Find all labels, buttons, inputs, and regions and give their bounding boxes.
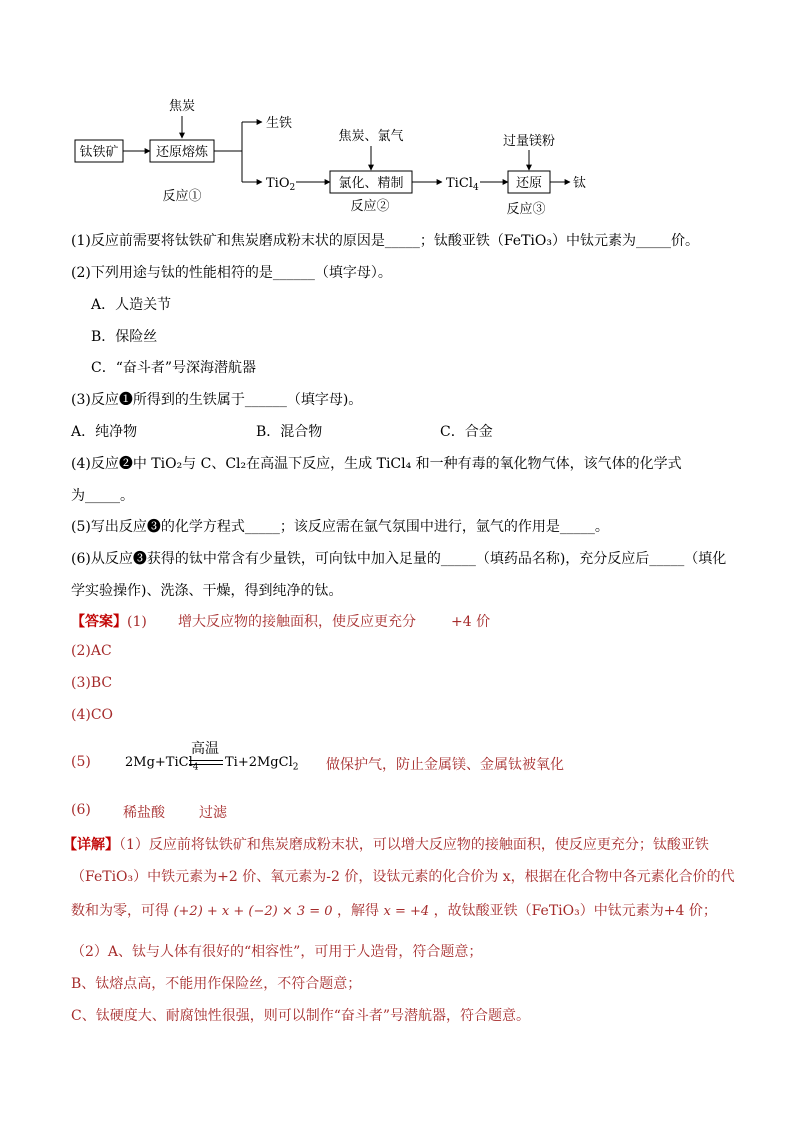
ticl4-label: TiCl$_4$	[446, 176, 479, 193]
question-6-line1: (6)从反应❸获得的钛中常含有少量铁，可向钛中加入足量的_____（填药品名称)，充分反应后_____（填化	[71, 551, 727, 567]
question-1: (1)反应前需要将钛铁矿和焦炭磨成粉末状的原因是_____；钛酸亚铁（FeTiO₃）中钛元素为_____价。	[71, 233, 699, 249]
question-2-option-b: B．保险丝	[91, 329, 158, 345]
explanation-line-1: 【详解】（1）反应前将钛铁矿和焦炭磨成粉末状，可以增大反应物的接触面积，使反应更充分；钛酸亚铁	[63, 837, 709, 853]
question-2-option-a: A．人造关节	[91, 297, 172, 313]
answer-3: (3)BC	[71, 675, 113, 691]
question-3: (3)反应❶所得到的生铁属于______（填字母)。	[71, 392, 363, 408]
answer-1-text: 增大反应物的接触面积，使反应更充分	[178, 614, 416, 630]
titanium-label: 钛	[573, 176, 587, 191]
coke-label: 焦炭	[168, 99, 196, 114]
reduce-label: 还原	[515, 176, 543, 191]
ore-label: 钛铁矿	[79, 145, 119, 160]
valence-solution: x = +4	[383, 904, 430, 919]
chlorinate-label: 氯化、精制	[338, 176, 404, 191]
explanation-2-line-1: （2）A、钛与人体有很好的“相容性”，可用于人造骨，符合题意；	[71, 944, 483, 960]
answer-row-1	[71, 611, 147, 631]
answer-2: (2)AC	[71, 643, 112, 659]
explanation-line-3: 数和为零，可得 (+2) + x + (−2) × 3 = 0 ，解得 x = +4 ，故钛酸亚铁（FeTiO₃）中钛元素为+4 价；	[71, 903, 717, 919]
question-3-option-a: A．纯净物	[71, 424, 138, 440]
excess-mg-label: 过量镁粉	[502, 134, 556, 149]
process-flow-diagram	[0, 90, 794, 220]
question-4-line2: 为_____。	[71, 488, 134, 504]
answer-6-reagent: 稀盐酸	[123, 805, 165, 821]
question-5: (5)写出反应❸的化学方程式_____；该反应需在氩气氛围中进行，氩气的作用是_____。	[71, 519, 609, 535]
answer-1-value: +4 价	[451, 614, 491, 630]
answer-label: 【答案】	[71, 614, 127, 630]
reaction-condition: 高温	[191, 741, 219, 757]
answer-4: (4)CO	[71, 707, 114, 723]
reaction2-label: 反应②	[350, 199, 390, 214]
explanation-label: 【详解】	[63, 837, 119, 853]
explanation-2-line-2: B、钛熔点高，不能用作保险丝，不符合题意；	[71, 976, 362, 992]
equation-double-line	[189, 760, 223, 765]
tio2-label: TiO$_2$	[266, 176, 296, 193]
question-6-line2: 学实验操作)、洗涤、干燥，得到纯净的钛。	[71, 583, 343, 599]
answer-5-text: 做保护气，防止金属镁、金属钛被氧化	[326, 757, 564, 773]
reaction3-label: 反应③	[506, 202, 546, 217]
explanation-2-line-3: C、钛硬度大、耐腐蚀性很强，则可以制作“奋斗者”号潜航器，符合题意。	[71, 1008, 531, 1024]
question-2: (2)下列用途与钛的性能相符的是______（填字母）。	[71, 265, 392, 281]
explanation-line-2: （FeTiO₃）中铁元素为+2 价、氧元素为-2 价，设钛元素的化合价为 x，根据在化合物中各元素化合价的代	[71, 869, 735, 885]
question-3-option-c: C．合金	[440, 424, 493, 440]
question-3-option-b: B．混合物	[256, 424, 323, 440]
valence-equation: (+2) + x + (−2) × 3 = 0	[173, 904, 333, 919]
equation-products: Ti+2MgCl$_2$	[225, 755, 299, 773]
reduce-melt-label: 还原熔炼	[155, 145, 209, 160]
pig-iron-label: 生铁	[266, 116, 293, 131]
coke-chlorine-label: 焦炭、氯气	[338, 129, 404, 144]
answer-6-operation: 过滤	[199, 805, 227, 821]
equation-reactants: 2Mg+TiCl$_4$	[125, 755, 199, 773]
answer-6-number: (6)	[71, 802, 91, 818]
reaction1-label: 反应①	[162, 189, 202, 204]
answer-5-number: (5)	[71, 754, 91, 770]
answer-1-number: (1)	[127, 614, 147, 630]
question-4-line1: (4)反应❷中 TiO₂与 C、Cl₂在高温下反应，生成 TiCl₄ 和一种有毒的氧化物气体，该气体的化学式	[71, 456, 682, 472]
question-2-option-c: C．“奋斗者”号深海潜航器	[91, 360, 257, 376]
